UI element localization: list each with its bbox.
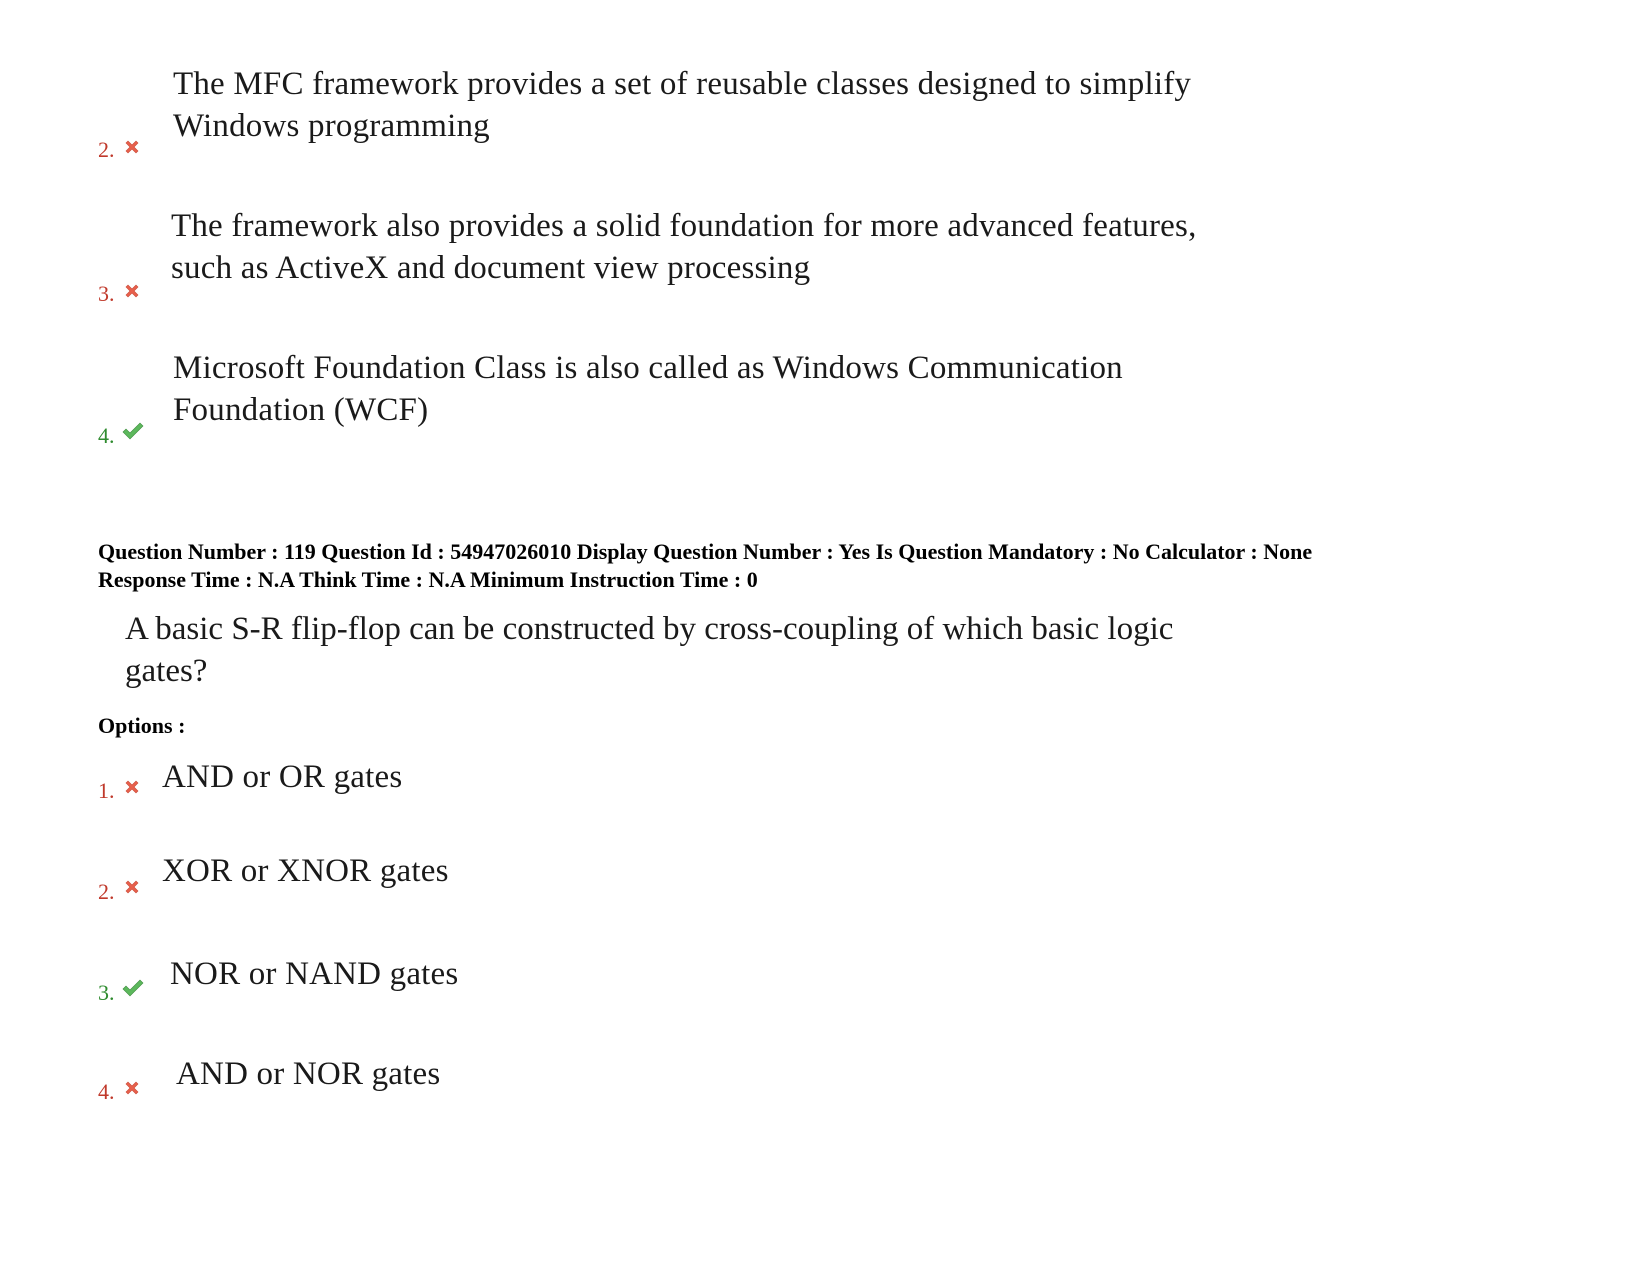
check-mark-icon [121, 421, 145, 441]
options-label: Options : [98, 713, 186, 738]
option-text-line: The MFC framework provides a set of reusable classes designed to simplify [173, 66, 1192, 102]
option-number: 3. [98, 281, 115, 306]
cross-mark-icon [122, 777, 142, 797]
prev-option-2-text [173, 63, 1191, 147]
option-3-text: NOR or NAND gates [170, 956, 459, 992]
question-meta [98, 538, 1618, 594]
cross-mark-icon [122, 281, 142, 301]
question-text-line: gates? [125, 653, 208, 689]
cross-mark-icon [122, 137, 142, 157]
option-number: 1. [98, 778, 115, 803]
prev-option-3-text [171, 205, 1197, 289]
prev-option-4-text [173, 347, 1123, 431]
option-text-line: The framework also provides a solid foundation for more advanced features, [171, 208, 1197, 244]
option-text-line: Windows programming [173, 108, 490, 144]
option-number: 2. [98, 137, 115, 162]
option-1-text: AND or OR gates [162, 759, 403, 795]
option-number: 4. [98, 423, 115, 448]
question-text [125, 608, 1305, 692]
question-text-line: A basic S-R flip-flop can be constructed by cross-coupling of which basic logic [125, 611, 1174, 647]
cross-mark-icon [122, 1078, 142, 1098]
cross-mark-icon [122, 877, 142, 897]
option-2-text: XOR or XNOR gates [162, 853, 449, 889]
option-text-line: Microsoft Foundation Class is also called as Windows Communication [173, 350, 1123, 386]
check-mark-icon [121, 978, 145, 998]
option-text-line: Foundation (WCF) [173, 392, 429, 428]
question-meta-line1: Question Number : 119 Question Id : 54947026010 Display Question Number : Yes Is Question Mandatory : No Calculator : None [98, 539, 1313, 564]
option-text-line: such as ActiveX and document view processing [171, 250, 811, 286]
option-4-text: AND or NOR gates [176, 1056, 441, 1092]
question-meta-line2: Response Time : N.A Think Time : N.A Minimum Instruction Time : 0 [98, 567, 758, 592]
option-number: 2. [98, 879, 115, 904]
option-number: 4. [98, 1079, 115, 1104]
option-number: 3. [98, 980, 115, 1005]
